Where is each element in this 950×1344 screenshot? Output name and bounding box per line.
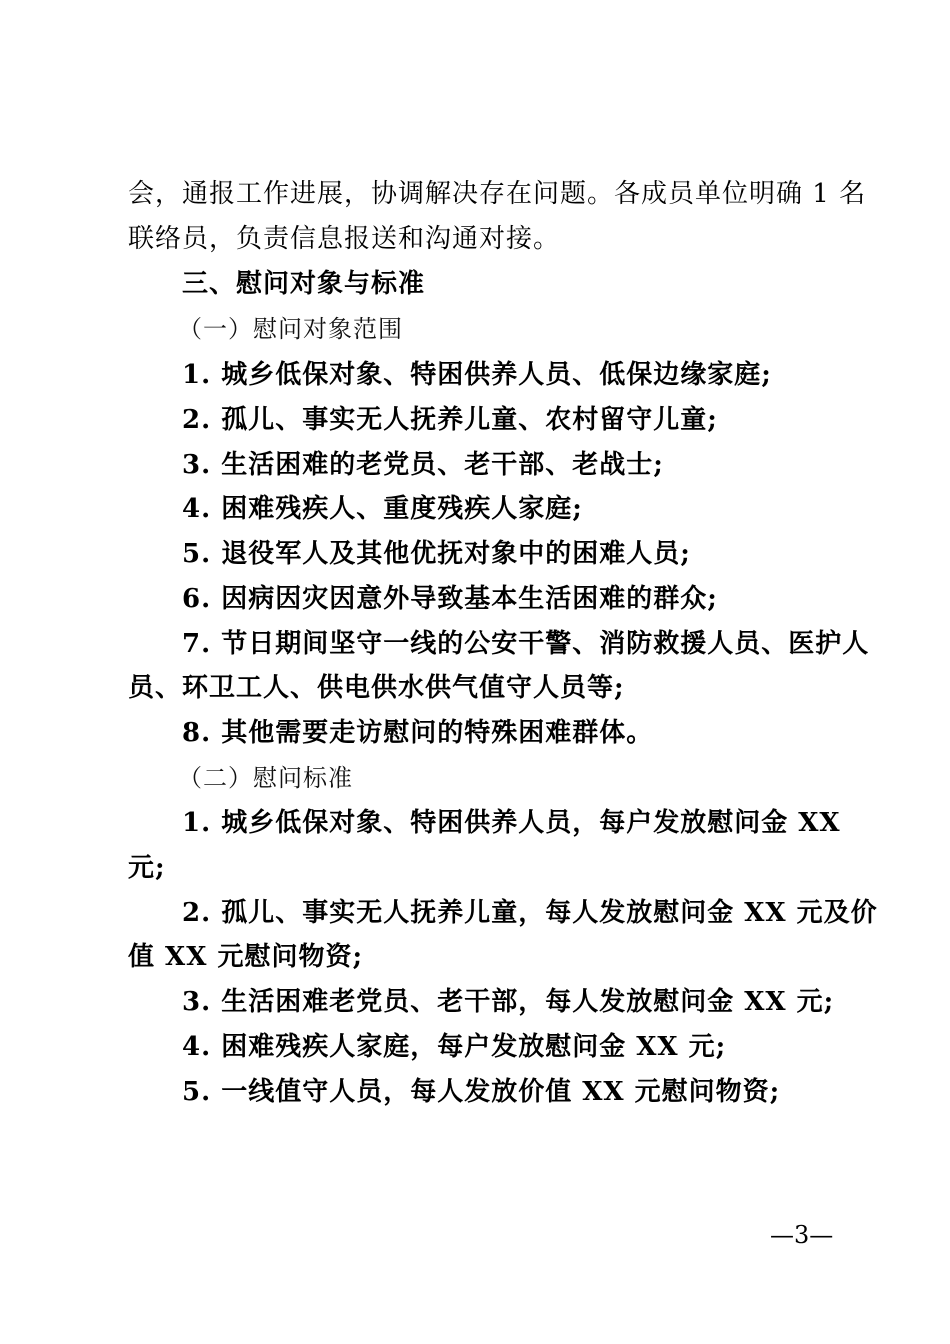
list-item: 7. 节日期间坚守一线的公安干警、消防救援人员、医护人 — [182, 629, 870, 659]
list-item-continuation: 值 XX 元慰问物资; — [128, 942, 364, 972]
paragraph-line: 会，通报工作进展，协调解决存在问题。各成员单位明确 1 名 — [128, 179, 867, 209]
list-item-continuation: 员、环卫工人、供电供水供气值守人员等; — [128, 673, 625, 703]
list-item: 8. 其他需要走访慰问的特殊困难群体。 — [182, 718, 654, 748]
list-item: 5. 退役军人及其他优抚对象中的困难人员; — [182, 539, 691, 569]
paragraph-line: 联络员，负责信息报送和沟通对接。 — [128, 224, 561, 254]
list-item: 1. 城乡低保对象、特困供养人员、低保边缘家庭; — [182, 360, 772, 390]
page-number: —3— — [770, 1221, 834, 1249]
subsection-heading: （二）慰问标准 — [178, 764, 353, 792]
list-item: 1. 城乡低保对象、特困供养人员，每户发放慰问金 XX — [182, 808, 841, 838]
subsection-heading: （一）慰问对象范围 — [178, 315, 403, 343]
list-item: 3. 生活困难的老党员、老干部、老战士; — [182, 450, 664, 480]
section-heading: 三、慰问对象与标准 — [182, 269, 426, 299]
list-item: 6. 因病因灾因意外导致基本生活困难的群众; — [182, 584, 718, 614]
list-item: 2. 孤儿、事实无人抚养儿童，每人发放慰问金 XX 元及价 — [182, 898, 878, 928]
list-item: 4. 困难残疾人、重度残疾人家庭; — [182, 494, 583, 524]
list-item: 5. 一线值守人员，每人发放价值 XX 元慰问物资; — [182, 1077, 781, 1107]
list-item: 3. 生活困难老党员、老干部，每人发放慰问金 XX 元; — [182, 987, 835, 1017]
list-item-continuation: 元; — [128, 853, 166, 883]
list-item: 4. 困难残疾人家庭，每户发放慰问金 XX 元; — [182, 1032, 727, 1062]
list-item: 2. 孤儿、事实无人抚养儿童、农村留守儿童; — [182, 405, 718, 435]
